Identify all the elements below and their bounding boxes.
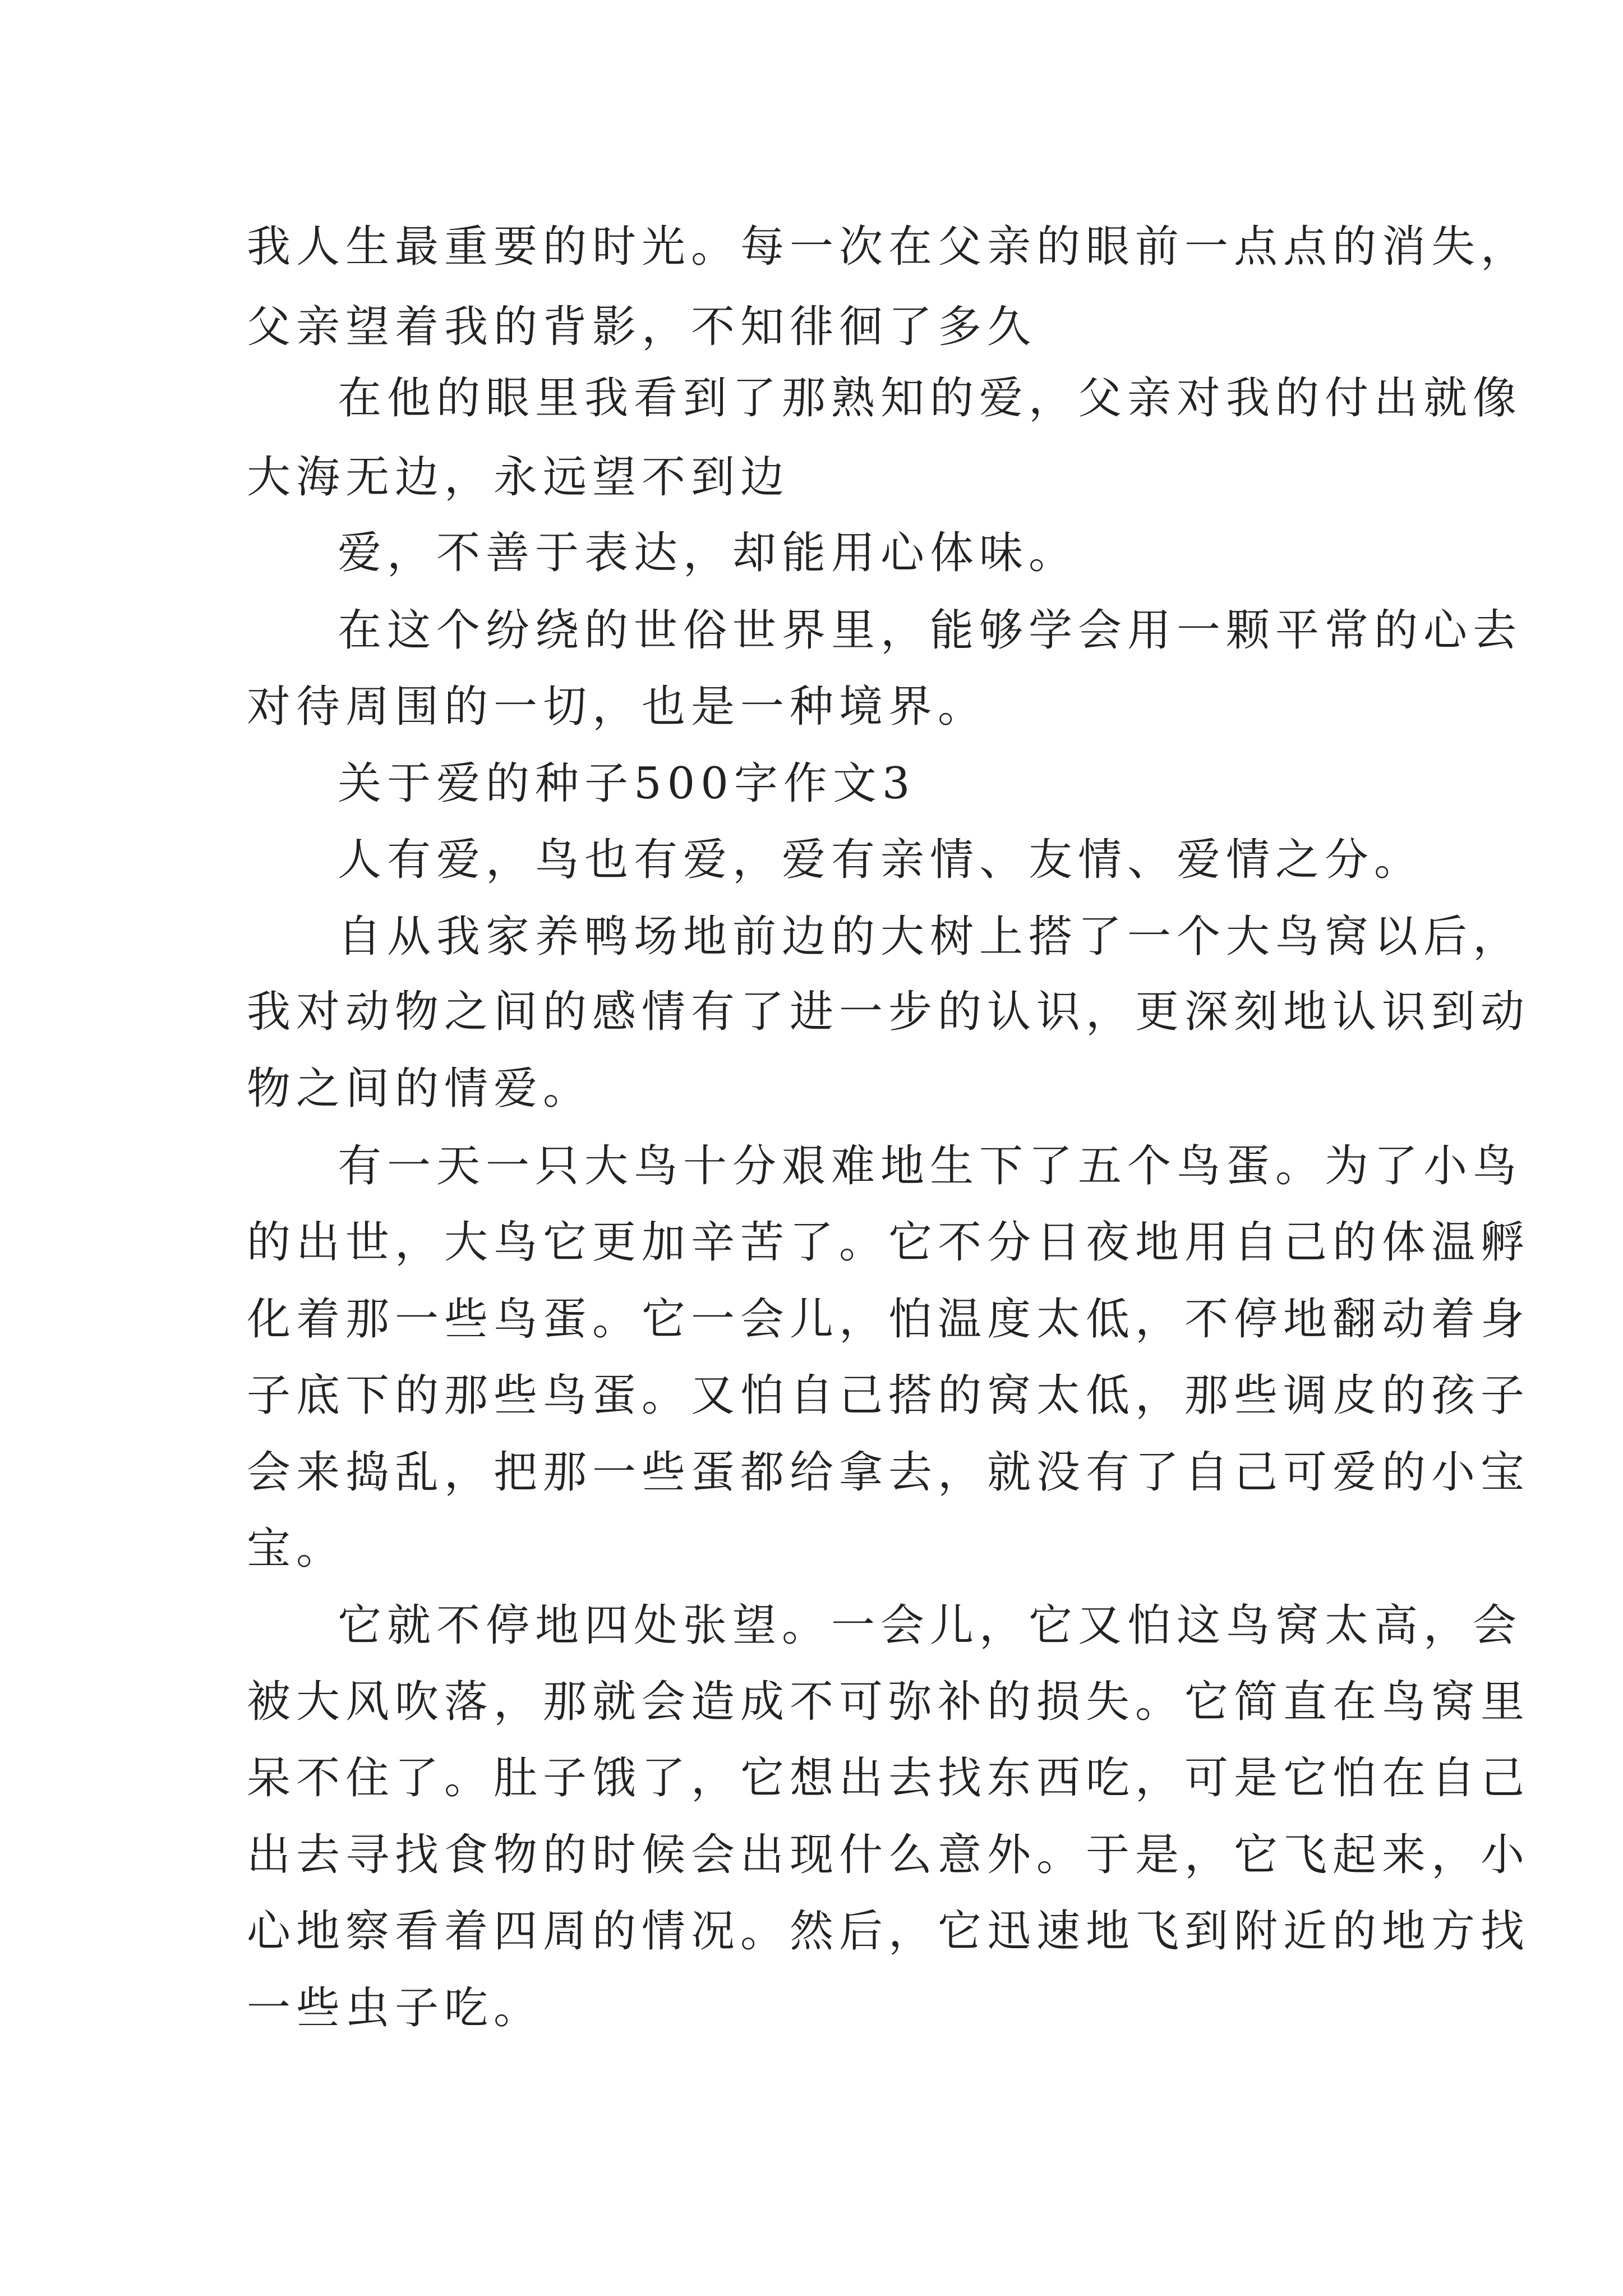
text-line: 化着那一些鸟蛋。它一会儿，怕温度太低，不停地翻动着身 (247, 1294, 1530, 1345)
text-line: 出去寻找食物的时候会出现什么意外。于是，它飞起来，小 (247, 1830, 1530, 1880)
text-line: 对待周围的一切，也是一种境界。 (247, 682, 988, 732)
text-line: 心地察看着四周的情况。然后，它迅速地飞到附近的地方找 (247, 1906, 1530, 1957)
text-line: 我对动物之间的感情有了进一步的认识，更深刻地认识到动 (247, 987, 1530, 1037)
section-heading: 关于爱的种子500字作文3 (338, 758, 916, 809)
paragraph-first-line: 在这个纷绕的世俗世界里，能够学会用一颗平常的心去 (338, 605, 1523, 656)
paragraph-first-line: 有一天一只大鸟十分艰难地生下了五个鸟蛋。为了小鸟 (338, 1141, 1523, 1191)
paragraph-first-line: 在他的眼里我看到了那熟知的爱，父亲对我的付出就像 (338, 373, 1523, 424)
text-line: 一些虫子吃。 (247, 1983, 543, 2033)
text-line: 会来捣乱，把那一些蛋都给拿去，就没有了自己可爱的小宝 (247, 1447, 1530, 1498)
text-line: 物之间的情爱。 (247, 1064, 593, 1114)
paragraph-first-line: 它就不停地四处张望。一会儿，它又怕这鸟窝太高，会 (338, 1600, 1523, 1651)
text-line: 宝。 (247, 1524, 346, 1574)
text-line: 大海无边，永远望不到边 (247, 452, 790, 503)
text-line: 父亲望着我的背影，不知徘徊了多久 (247, 302, 1037, 352)
paragraph-first-line: 自从我家养鸭场地前边的大树上搭了一个大鸟窝以后， (338, 912, 1523, 962)
text-line: 的出世，大鸟它更加辛苦了。它不分日夜地用自己的体温孵 (247, 1217, 1530, 1268)
paragraph-first-line: 爱，不善于表达，却能用心体味。 (338, 528, 1078, 578)
text-line: 被大风吹落，那就会造成不可弥补的损失。它简直在鸟窝里 (247, 1677, 1530, 1727)
text-line: 子底下的那些鸟蛋。又怕自己搭的窝太低，那些调皮的孩子 (247, 1370, 1530, 1421)
text-line: 呆不住了。肚子饿了，它想出去找东西吃，可是它怕在自己 (247, 1753, 1530, 1803)
text-line: 我人生最重要的时光。每一次在父亲的眼前一点点的消失， (247, 222, 1530, 272)
paragraph-first-line: 人有爱，鸟也有爱，爱有亲情、友情、爱情之分。 (338, 835, 1424, 885)
